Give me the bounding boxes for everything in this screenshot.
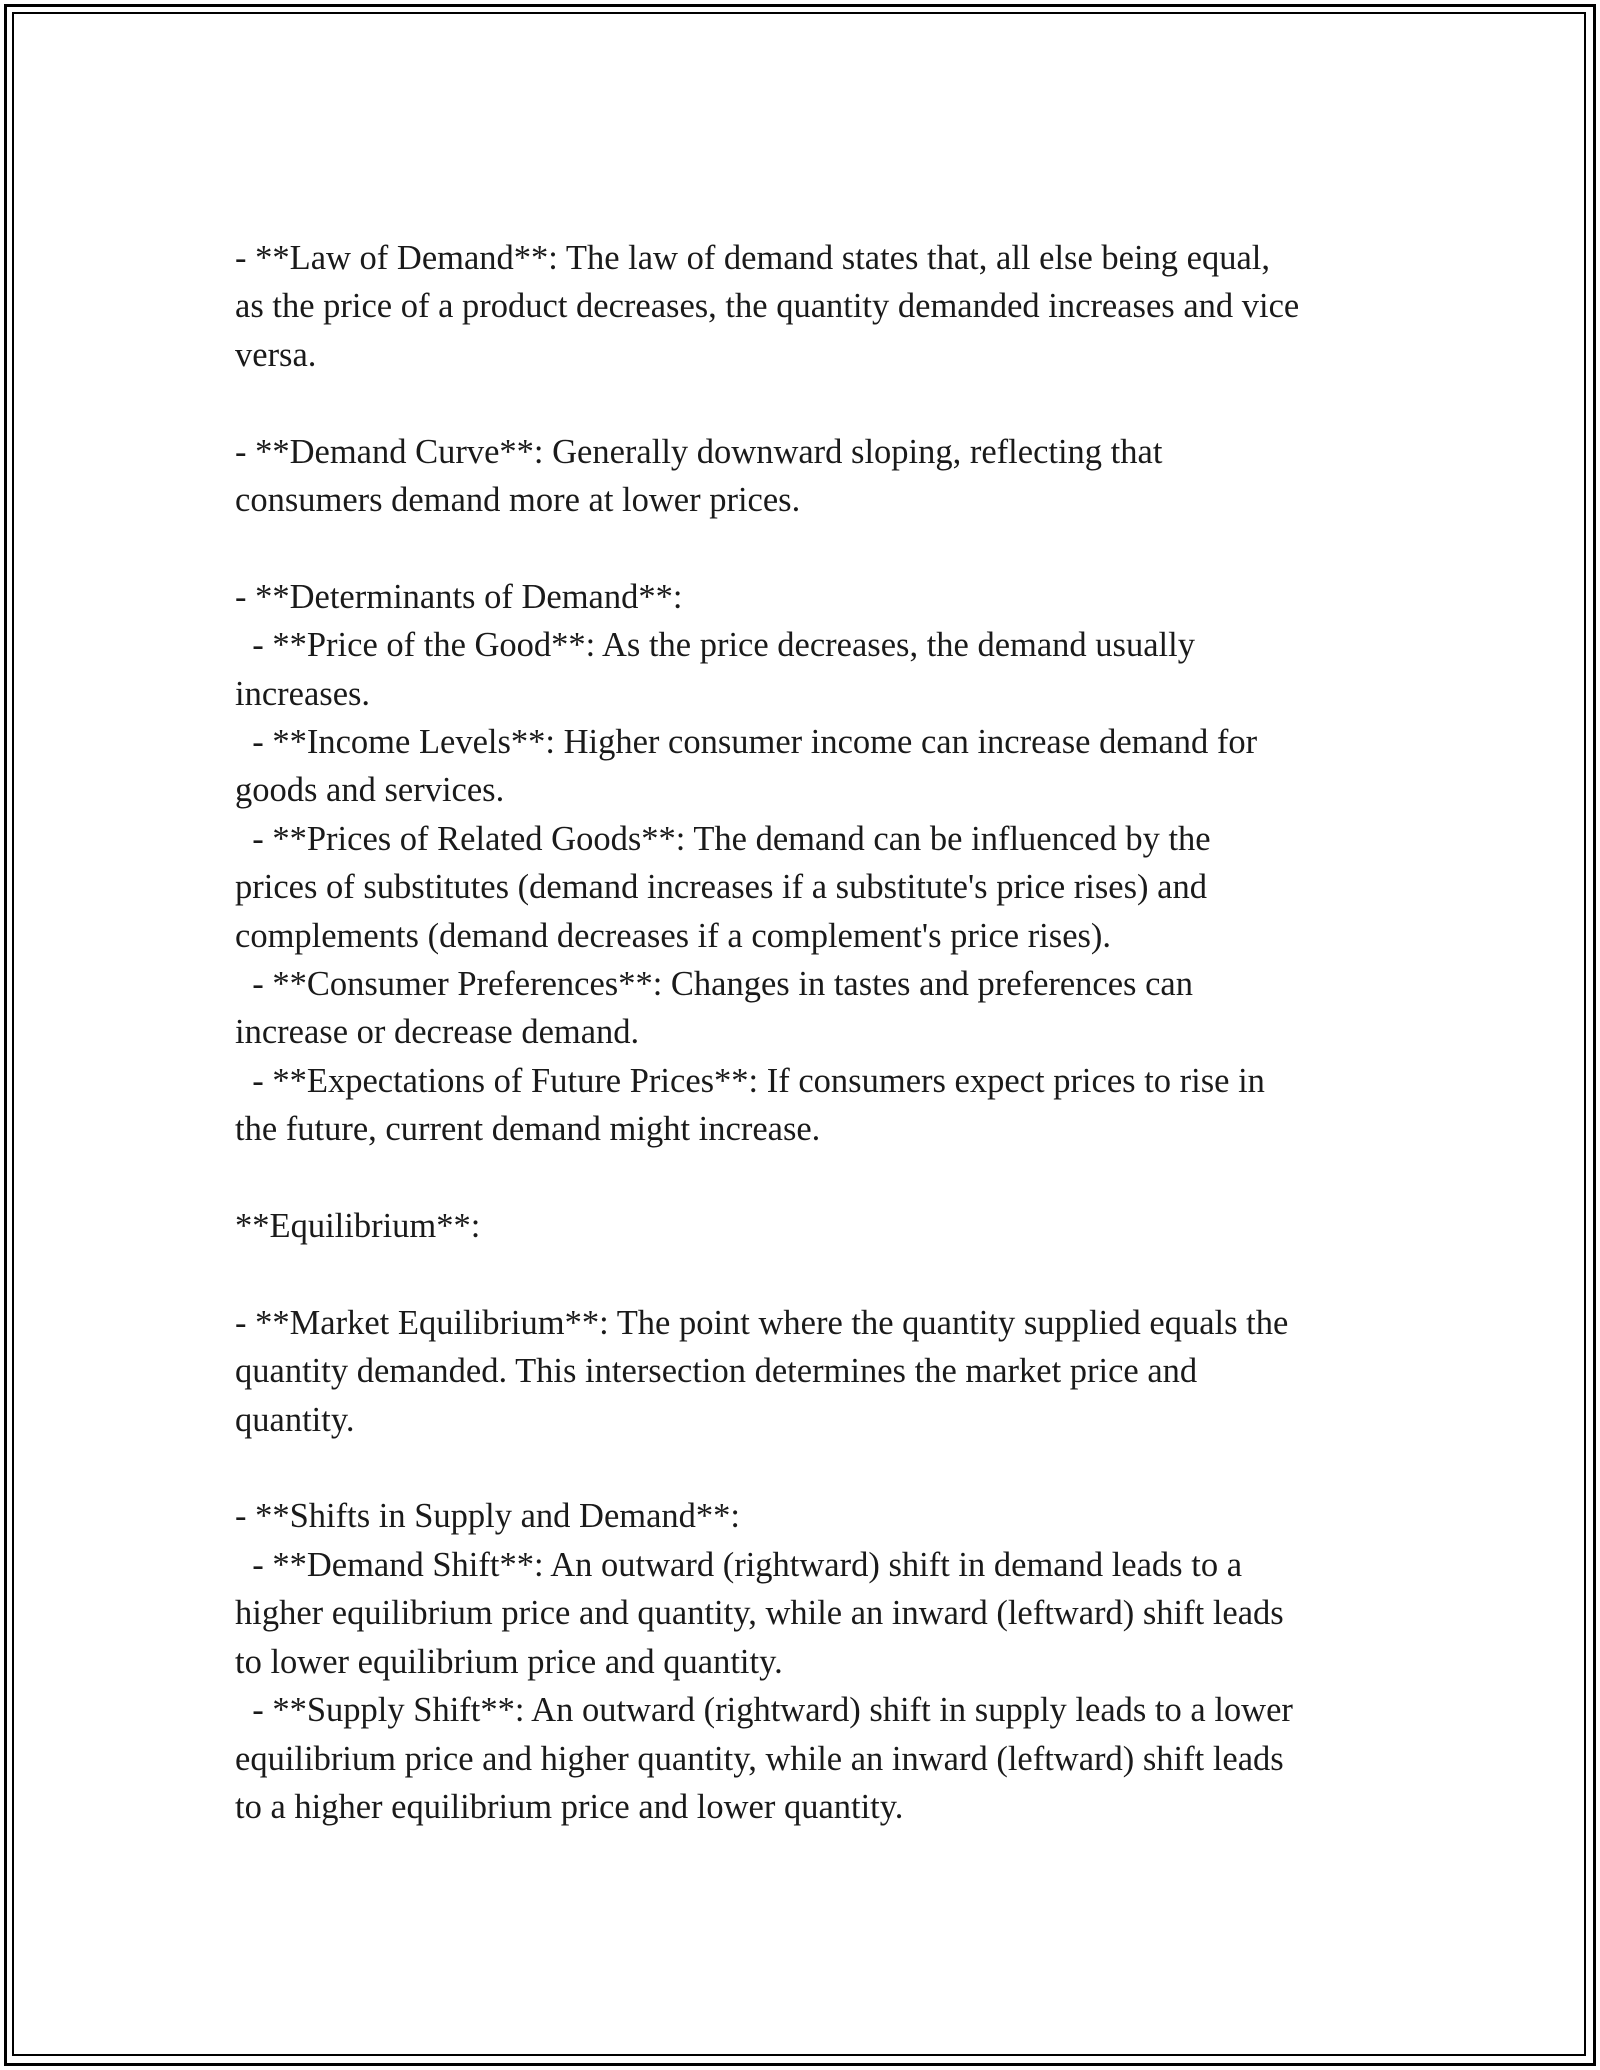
text-line: - **Market Equilibrium**: The point where the quantity supplied equals the — [235, 1303, 1289, 1342]
text-line: to a higher equilibrium price and lower quantity. — [235, 1787, 904, 1826]
text-line: - **Demand Curve**: Generally downward sloping, reflecting that — [235, 432, 1163, 471]
text-line: - **Determinants of Demand**: — [235, 577, 683, 616]
text-line: - **Demand Shift**: An outward (rightward) shift in demand leads to a — [235, 1545, 1243, 1584]
text-line: to lower equilibrium price and quantity. — [235, 1642, 783, 1681]
text-line: as the price of a product decreases, the quantity demanded increases and vice — [235, 287, 1300, 326]
text-line: - **Expectations of Future Prices**: If consumers expect prices to rise in — [235, 1061, 1265, 1100]
text-line: - **Income Levels**: Higher consumer income can increase demand for — [235, 723, 1258, 762]
paragraph — [235, 1492, 1385, 1831]
text-line: equilibrium price and higher quantity, while an inward (leftward) shift leads — [235, 1739, 1284, 1778]
text-line: - **Consumer Preferences**: Changes in tastes and preferences can — [235, 965, 1193, 1004]
text-line: quantity demanded. This intersection determines the market price and — [235, 1352, 1198, 1391]
paragraph — [235, 428, 1385, 525]
text-line: **Equilibrium**: — [235, 1207, 481, 1246]
text-line: increases. — [235, 674, 371, 713]
paragraph — [235, 234, 1385, 379]
text-line: - **Shifts in Supply and Demand**: — [235, 1497, 741, 1536]
text-line: - **Supply Shift**: An outward (rightward) shift in supply leads to a lower — [235, 1691, 1293, 1730]
text-line: consumers demand more at lower prices. — [235, 481, 801, 520]
text-line: quantity. — [235, 1400, 355, 1439]
paragraph — [235, 1299, 1385, 1444]
text-line: - **Prices of Related Goods**: The demand can be influenced by the — [235, 819, 1211, 858]
text-line: goods and services. — [235, 771, 505, 810]
text-line: complements (demand decreases if a complement's price rises). — [235, 916, 1112, 955]
text-line: the future, current demand might increase. — [235, 1110, 821, 1149]
paragraph — [235, 573, 1385, 1154]
text-line: versa. — [235, 335, 317, 374]
text-line: - **Price of the Good**: As the price decreases, the demand usually — [235, 626, 1195, 665]
paragraph — [235, 1202, 1385, 1250]
text-line: prices of substitutes (demand increases if a substitute's price rises) and — [235, 868, 1207, 907]
text-line: - **Law of Demand**: The law of demand states that, all else being equal, — [235, 239, 1270, 277]
document-body — [235, 234, 1385, 1880]
text-line: increase or decrease demand. — [235, 1013, 640, 1052]
text-line: higher equilibrium price and quantity, while an inward (leftward) shift leads — [235, 1594, 1284, 1633]
